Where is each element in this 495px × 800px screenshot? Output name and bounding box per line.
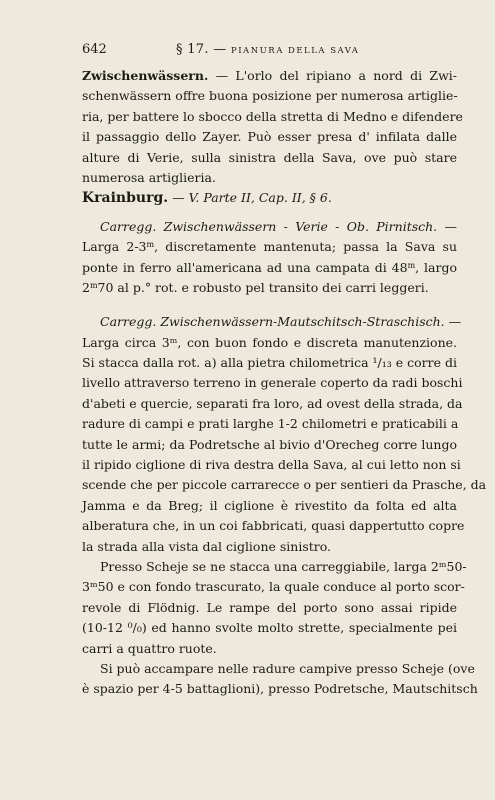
text-line: ponte in ferro all'americana ad una campata di 48$^m$, largo bbox=[82, 259, 458, 275]
text-line: Larga circa 3ᵐ, con buon fondo e discreta manutenzione. bbox=[82, 334, 457, 350]
running-head bbox=[82, 42, 457, 58]
road-section-1 bbox=[82, 217, 457, 299]
text-line: (10-12 ⁰/₀) ed hanno svolte molto strette, specialmente pei bbox=[82, 620, 457, 636]
text-line: Krainburg. — V. Parte II, Cap. II, § 6. bbox=[82, 190, 332, 207]
text-line: ria, per battere lo sbocco della stretta di Medno e difendere bbox=[82, 108, 463, 124]
text-line: 2$^m$70 al p.° rot. e robusto pel transito dei carri leggeri. bbox=[82, 279, 429, 295]
text-line: schenwässern offre buona posizione per numerosa artiglie- bbox=[82, 88, 458, 104]
text-line: Larga 2-3$^m$, discretamente mantenuta; passa la Sava su bbox=[82, 239, 457, 255]
text-line: scende che per piccole carrarecce o per sentieri da Prasche, da bbox=[82, 477, 487, 493]
road-title: Carregg. Zwischenwässern-Mautschitsch-Straschisch. — bbox=[100, 314, 462, 330]
road-title: Carregg. Zwischenwässern - Verie - Ob. Pirnitsch. — bbox=[100, 218, 457, 234]
text-line: il passaggio dello Zayer. Può esser presa d' infilata dalle bbox=[82, 129, 457, 145]
text-line: alture di Verie, sulla sinistra della Sava, ove può stare bbox=[82, 149, 457, 165]
text-line: 3ᵐ50 e con fondo trascurato, la quale conduce al porto scor- bbox=[82, 579, 465, 595]
text-line: d'abeti e quercie, separati fra loro, ad ovest della strada, da bbox=[82, 395, 463, 411]
text-line: numerosa artiglieria. bbox=[82, 169, 216, 185]
text-line: il ripido ciglione di riva destra della Sava, al cui letto non si bbox=[82, 457, 461, 473]
text-line: radure di campi e prati larghe 1-2 chilometri e praticabili a bbox=[82, 416, 459, 432]
page-number: 642 bbox=[82, 42, 107, 57]
text-line: Jamma e da Breg; il ciglione è rivestito da folta ed alta bbox=[82, 497, 457, 513]
body-text bbox=[82, 66, 487, 700]
entry-term: Krainburg. bbox=[82, 190, 169, 207]
text-line: revole di Flödnig. Le rampe del porto sono assai ripide bbox=[82, 599, 457, 615]
section-number: § 17. — bbox=[176, 42, 227, 57]
road-section-2 bbox=[82, 312, 487, 699]
cross-reference: V. Parte II, Cap. II, § 6. bbox=[188, 190, 332, 206]
text-line: Presso Scheje se ne stacca una carreggiabile, larga 2ᵐ50- bbox=[100, 558, 467, 574]
text-line: carri a quattro ruote. bbox=[82, 640, 217, 656]
text-line: Zwischenwässern. — L'orlo del ripiano a nord di Zwi- bbox=[82, 68, 457, 83]
text-line: è spazio per 4-5 battaglioni), presso Podretsche, Mautschitsch bbox=[82, 681, 478, 697]
text-line: Si stacca dalla rot. a) alla pietra chilometrica ¹/₁₃ e corre di bbox=[82, 355, 457, 371]
text-line: Si può accampare nelle radure campive presso Scheje (ove bbox=[100, 660, 475, 676]
text-line: alberatura che, in un coi fabbricati, quasi dappertutto copre bbox=[82, 518, 465, 534]
entry-zwischenwassern bbox=[82, 66, 463, 188]
text-line: tutte le armi; da Podretsche al bivio d'Orecheg corre lungo bbox=[82, 436, 457, 452]
section-title: PIANURA DELLA SAVA bbox=[230, 46, 360, 56]
entry-krainburg bbox=[82, 188, 457, 208]
entry-term: Zwischenwässern. bbox=[82, 68, 209, 83]
text-line: livello attraverso terreno in generale coperto da radi boschi bbox=[82, 375, 463, 391]
running-title bbox=[176, 42, 359, 57]
text-line: la strada alla vista dal ciglione sinistro. bbox=[82, 538, 332, 554]
